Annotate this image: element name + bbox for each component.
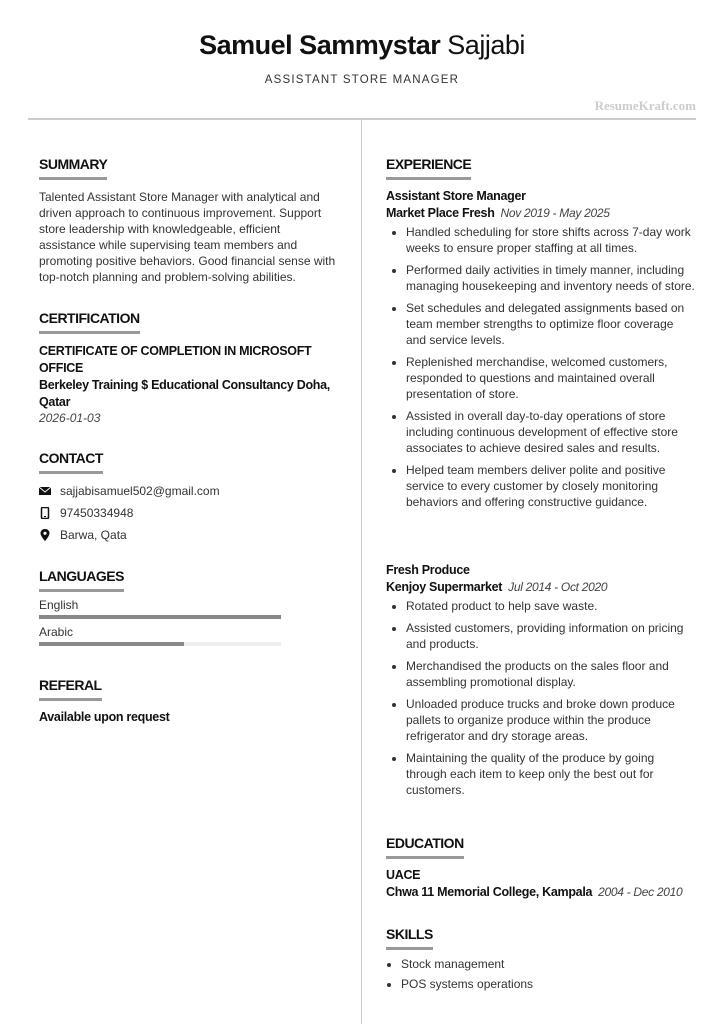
degree: UACE	[386, 868, 421, 882]
section-heading: SKILLS	[386, 925, 433, 950]
contact-section	[39, 449, 339, 542]
column-divider	[361, 120, 362, 1024]
section-heading: LANGUAGES	[39, 567, 124, 592]
job-company-line: Market Place Fresh Nov 2019 - May 2025	[386, 206, 610, 220]
language-level-bar	[39, 642, 281, 646]
languages-section	[39, 567, 339, 646]
referal-text: Available upon request	[39, 710, 170, 724]
experience-section	[386, 155, 696, 516]
envelope-icon	[39, 485, 51, 497]
skills-section	[386, 925, 696, 996]
job-dates: Nov 2019 - May 2025	[500, 206, 610, 220]
section-heading: EDUCATION	[386, 834, 464, 859]
header-divider	[28, 118, 696, 120]
language-level-fill	[39, 615, 281, 619]
job-company-line: Kenjoy Supermarket Jul 2014 - Oct 2020	[386, 580, 608, 594]
job-bullets: • Handled scheduling for store shifts across 7-day work weeks to ensure proper staffing at all times. • Performed daily activities in timely manner, including managing housekeeping and inventory needs of store. • Set schedules and delegated assignments based on team member strengths to optimize floor coverage and service levels. • Replenished merchandise, welcomed customers, responded to questions and maintained overall presentation of store. • Assisted in overall day-to-day operations of store including continuous development of effective store associates to achieve desired sales and results. • Helped team members deliver polite and positive service to every customer by closely monitoring behaviors and offering constructive guidance.	[386, 224, 696, 510]
language-level-fill	[39, 642, 184, 646]
section-heading: CONTACT	[39, 449, 103, 474]
section-heading: REFERAL	[39, 676, 102, 701]
job-title: ASSISTANT STORE MANAGER	[264, 74, 460, 86]
job-title: Fresh Produce	[386, 563, 470, 577]
contact-phone[interactable]: 97450334948	[39, 506, 339, 520]
candidate-name: Samuel Sammystar Sajjabi	[199, 30, 525, 60]
watermark-brand: ResumeKraft.com	[594, 98, 696, 113]
certificate-issuer: Berkeley Training $ Educational Consultancy Doha, Qatar	[39, 378, 330, 409]
map-pin-icon	[39, 529, 51, 541]
certificate-date: 2026-01-03	[39, 411, 101, 425]
contact-email[interactable]: sajjabisamuel502@gmail.com	[39, 484, 339, 498]
language-item: English	[39, 598, 339, 619]
section-heading: EXPERIENCE	[386, 155, 471, 180]
language-item: Arabic	[39, 625, 339, 646]
section-heading: SUMMARY	[39, 155, 107, 180]
certification-section	[39, 309, 339, 425]
section-heading: CERTIFICATION	[39, 309, 140, 334]
job-entry	[386, 562, 696, 804]
job-entry	[386, 188, 696, 510]
school-line: Chwa 11 Memorial College, Kampala 2004 - Dec 2010	[386, 885, 683, 899]
summary-section	[39, 155, 339, 285]
job-title: Assistant Store Manager	[386, 189, 526, 203]
education-dates: 2004 - Dec 2010	[598, 885, 683, 899]
certificate-name: CERTIFICATE OF COMPLETION IN MICROSOFT OFFICE	[39, 344, 312, 375]
job-bullets: • Rotated product to help save waste. • Assisted customers, providing information on pricing and products. • Merchandised the products on the sales floor and assembling promotional display. • Unloaded produce trucks and broke down produce pallets to organize produce within the produce refrigerator and dry storage areas. • Maintaining the quality of the produce by going through each item to keep only the best out for customers.	[386, 598, 696, 798]
skills-list: • Stock management • POS systems operations	[386, 956, 696, 992]
job-dates: Jul 2014 - Oct 2020	[508, 580, 608, 594]
language-level-bar	[39, 615, 281, 619]
education-section	[386, 834, 696, 901]
referal-section	[39, 676, 339, 726]
contact-location: Barwa, Qata	[39, 528, 339, 542]
summary-text: Talented Assistant Store Manager with analytical and driven approach to continuous improvement. Support store leadership with knowledgeable, efficient assistance while supervising team members and promoting positive behaviors. Good financial sense with top-notch planning and problem-solving abilities.	[39, 190, 336, 284]
mobile-phone-icon	[39, 507, 51, 519]
